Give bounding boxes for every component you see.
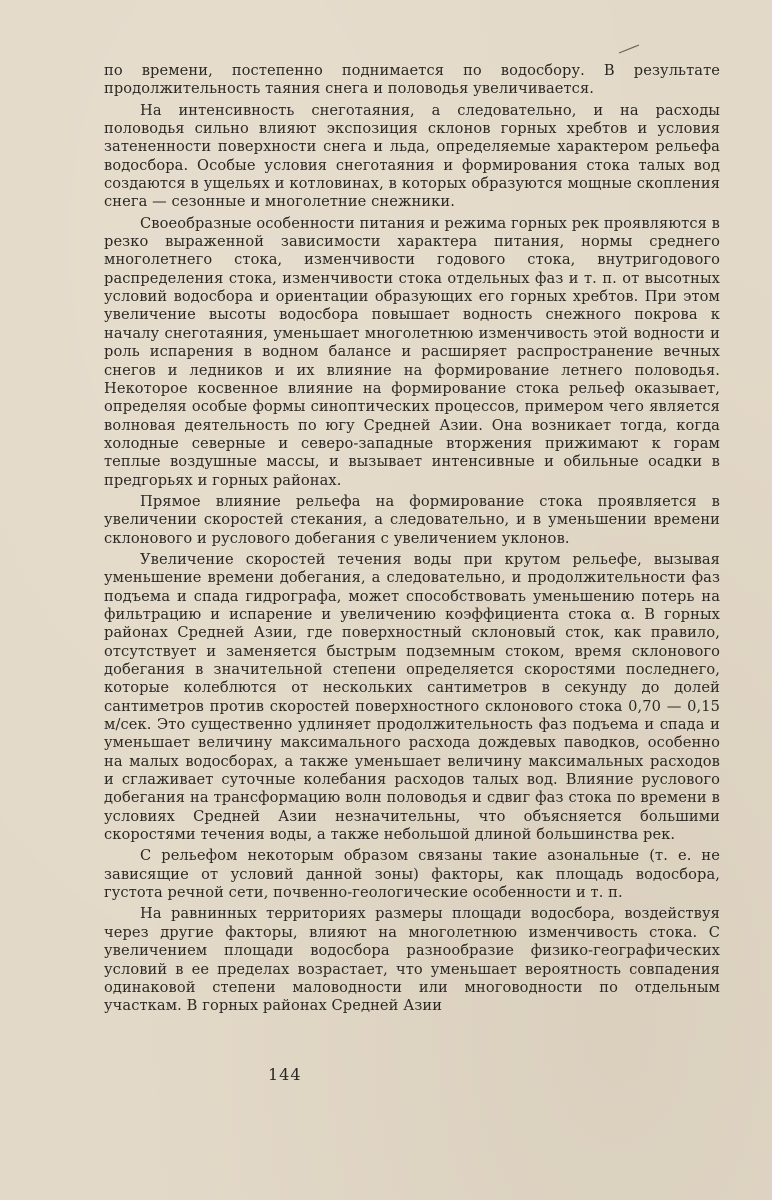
page-number: 144 (268, 1065, 302, 1084)
paragraph: На равнинных территориях размеры площади водосбора, воздействуя через другие факторы, влияют на многолетнюю изменчивость стока. С увеличением площади водосбора разнообразие физико-географических условий в ее пределах возрастает, что уменьшает вероятность совпадения одинаковой степени маловодности или многоводности по отдельным участкам. В горных районах Средней Азии (104, 905, 720, 1015)
pencil-mark-icon (618, 44, 640, 54)
body-text (104, 62, 720, 1019)
paragraph: На интенсивность снеготаяния, а следовательно, и на расходы половодья сильно влияют экспозиция склонов горных хребтов и условия затененности поверхности снега и льда, определяемые характером рельефа водосбора. Особые условия снеготаяния и формирования стока талых вод создаются в ущельях и котловинах, в которых образуются мощные скопления снега — сезонные и многолетние снежники. (104, 101, 720, 211)
paragraph: Увеличение скоростей течения воды при крутом рельефе, вызывая уменьшение времени добегания, а следовательно, и продолжительности фаз подъема и спада гидрографа, может способствовать уменьшению потерь на фильтрацию и испарение и увеличению коэффициента стока α. В горных районах Средней Азии, где поверхностный склоновый сток, как правило, отсутствует и заменяется быстрым подземным стоком, время склонового добегания в значительной степени определяется скоростями последнего, которые колеблются от нескольких сантиметров в секунду до долей сантиметров против скоростей поверхностного склонового стока 0,70 — 0,15 м/сек. Это существенно удлиняет продолжительность фаз подъема и спада и уменьшает величину максимального расхода дождевых паводков, особенно на малых водосборах, а также уменьшает величину максимальных расходов и сглаживает суточные колебания расходов талых вод. Влияние руслового добегания на трансформацию волн половодья и сдвиг фаз стока по времени в условиях Средней Азии незначительны, что объясняется большими скоростями течения воды, а также небольшой длиной большинства рек. (104, 550, 720, 844)
paragraph: Прямое влияние рельефа на формирование стока проявляется в увеличении скоростей стекания, а следовательно, и в уменьшении времени склонового и руслового добегания с увеличением уклонов. (104, 492, 720, 547)
paragraph: С рельефом некоторым образом связаны такие азональные (т. е. не зависящие от условий данной зоны) факторы, как площадь водосбора, густота речной сети, почвенно-геологические особенности и т. п. (104, 847, 720, 902)
paragraph: Своеобразные особенности питания и режима горных рек проявляются в резко выраженной зависимости характера питания, нормы среднего многолетнего стока, изменчивости годового стока, внутригодового распределения стока, изменчивости стока отдельных фаз и т. п. от высотных условий водосбора и ориентации образующих его горных хребтов. При этом увеличение высоты водосбора повышает водность снежного покрова к началу снеготаяния, уменьшает многолетнюю изменчивость этой водности и роль испарения в водном балансе и расширяет распространение вечных снегов и ледников и их влияние на формирование летнего половодья. Некоторое косвенное влияние на формирование стока рельеф оказывает, определяя особые формы синоптических процессов, примером чего является волновая деятельность по югу Средней Азии. Она возникает тогда, когда холодные северные и северо-западные вторжения прижимают к горам теплые воздушные массы, и вызывает интенсивные и обильные осадки в предгорьях и горных районах. (104, 214, 720, 489)
paragraph: по времени, постепенно поднимается по водосбору. В результате продолжительность таяния снега и половодья увеличивается. (104, 62, 720, 98)
